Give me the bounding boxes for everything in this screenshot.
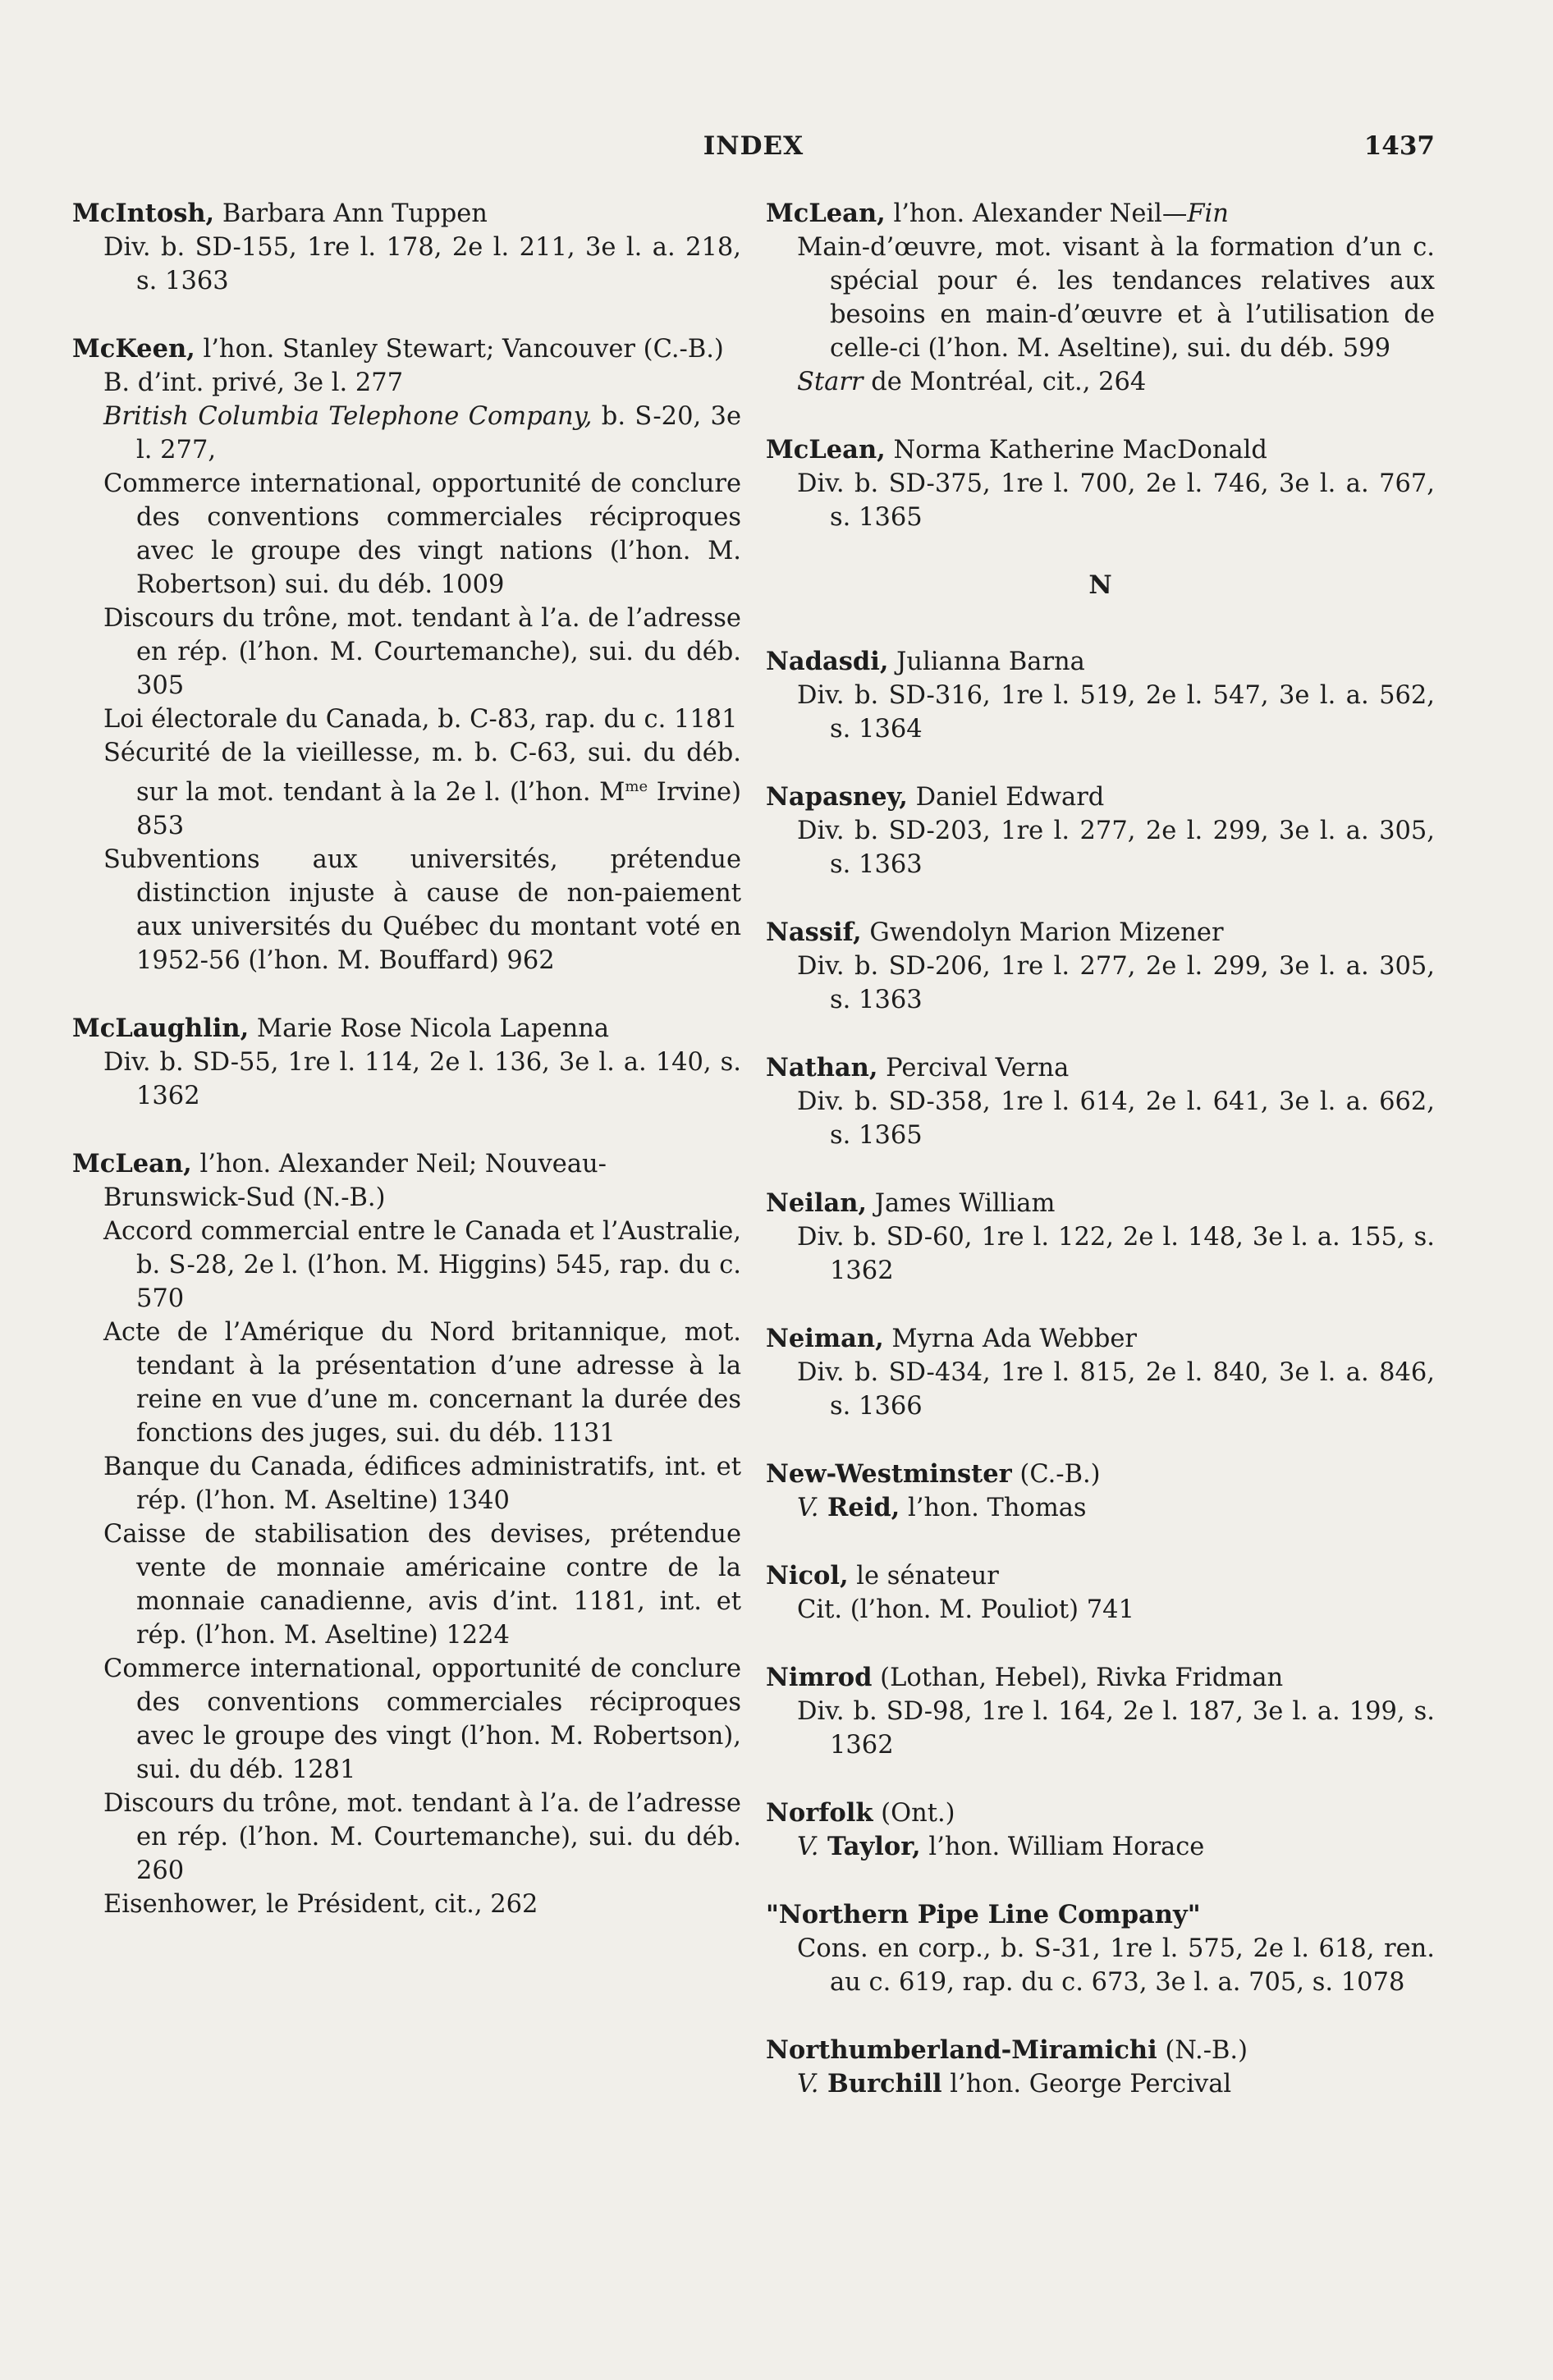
- entry-heading: [766, 2034, 1435, 2067]
- subitem-text: Sécurité de la vieillesse, m. b. C-63, sui. du déb. sur la mot. tendant à la 2e l. (l’hon. M: [103, 739, 741, 808]
- see-marker: V.: [797, 2070, 819, 2099]
- entry-subitem: Div. b. SD-375, 1re l. 700, 2e l. 746, 3e l. a. 767, s. 1365: [797, 469, 1435, 532]
- entry-name: Nassif,: [766, 918, 862, 947]
- index-entry: [766, 1187, 1435, 1288]
- entry-subitem: [72, 400, 741, 467]
- entry-subitem: [72, 736, 741, 843]
- index-entry: [766, 197, 1435, 399]
- entry-heading: [766, 1661, 1435, 1695]
- entry-heading: [766, 916, 1435, 950]
- subitem-text: Irvine) 853: [136, 778, 741, 841]
- entry-subitem: Acte de l’Amérique du Nord britannique, mot. tendant à la présentation d’une adresse à la reine en vue d’une m. concernant la durée des fonctions des juges, sui. du déb. 1131: [103, 1318, 741, 1449]
- left-column: [72, 197, 741, 1956]
- entry-detail: (Ont.): [873, 1799, 955, 1828]
- entry-detail: Daniel Edward: [907, 783, 1105, 812]
- entry-detail: le sénateur: [848, 1562, 999, 1590]
- entry-name: New-Westminster: [766, 1459, 1012, 1489]
- entry-detail: Julianna Barna: [888, 648, 1085, 676]
- entry-subitem: Discours du trône, mot. tendant à l’a. de l’adresse en rép. (l’hon. M. Courtemanche), sui. du déb. 260: [103, 1789, 741, 1886]
- see-detail: l’hon. William Horace: [920, 1833, 1205, 1861]
- entry-subitem: Div. b. SD-55, 1re l. 114, 2e l. 136, 3e l. a. 140, s. 1362: [103, 1048, 741, 1111]
- see-name: Reid,: [818, 1493, 900, 1522]
- entry-detail: Percival Verna: [877, 1054, 1070, 1082]
- index-entry: [766, 2034, 1435, 2101]
- entry-detail: James William: [867, 1189, 1056, 1218]
- index-entry: [766, 916, 1435, 1017]
- entry-heading: [72, 332, 741, 366]
- entry-heading: [766, 1796, 1435, 1830]
- entry-detail: l’hon. Alexander Neil; Nouveau-Brunswick-Sud (N.-B.): [103, 1150, 607, 1213]
- page-title: INDEX: [703, 131, 804, 161]
- see-reference: [766, 2067, 1435, 2101]
- entry-heading: [766, 1322, 1435, 1356]
- entry-detail: Marie Rose Nicola Lapenna: [249, 1014, 610, 1044]
- italic-title: British Columbia Telephone Company,: [103, 402, 593, 431]
- entry-name: Nicol,: [766, 1561, 849, 1590]
- entry-heading: [766, 1898, 1435, 1932]
- entry-name: McIntosh,: [72, 199, 215, 228]
- see-name: Taylor,: [818, 1832, 921, 1861]
- entry-detail: l’hon. Alexander Neil—: [885, 199, 1188, 228]
- entry-name: McLean,: [72, 1149, 192, 1179]
- entry-heading: [766, 197, 1435, 231]
- see-detail: l’hon. Thomas: [900, 1494, 1087, 1522]
- index-entry: [766, 1898, 1435, 1999]
- entry-subitem: Main-d’œuvre, mot. visant à la formation d’un c. spécial pour é. les tendances relatives aux besoins en main-d’œuvre et à l’utilisation de celle-ci (l’hon. M. Aseltine), sui. du déb. 599: [797, 233, 1435, 363]
- entry-subitem: Caisse de stabilisation des devises, prétendue vente de monnaie américaine contre de la monnaie canadienne, avis d’int. 1181, int. et rép. (l’hon. M. Aseltine) 1224: [103, 1520, 741, 1650]
- entry-subitem: Div. b. SD-316, 1re l. 519, 2e l. 547, 3e l. a. 562, s. 1364: [797, 681, 1435, 744]
- index-entry: [766, 1661, 1435, 1762]
- entry-continued: Fin: [1187, 199, 1229, 228]
- entry-detail: (Lothan, Hebel), Rivka Fridman: [872, 1664, 1284, 1692]
- entry-subitem: Div. b. SD-98, 1re l. 164, 2e l. 187, 3e l. a. 199, s. 1362: [797, 1697, 1435, 1760]
- index-entry: [72, 332, 741, 977]
- entry-heading: [766, 1458, 1435, 1491]
- entry-name: Nathan,: [766, 1053, 878, 1082]
- subitem-detail: b. S-20, 3e l. 277,: [136, 402, 741, 465]
- entry-subitem: Div. b. SD-203, 1re l. 277, 2e l. 299, 3e l. a. 305, s. 1363: [797, 817, 1435, 879]
- entry-name: McLaughlin,: [72, 1014, 250, 1044]
- section-letter: N: [1088, 570, 1112, 600]
- entry-heading: [766, 1187, 1435, 1220]
- entry-name: Northumberland-Miramichi: [766, 2035, 1157, 2065]
- right-column: [766, 197, 1435, 2135]
- entry-subitem: Div. b. SD-60, 1re l. 122, 2e l. 148, 3e l. a. 155, s. 1362: [797, 1223, 1435, 1285]
- entry-name: Napasney,: [766, 782, 908, 812]
- index-entry: [766, 1051, 1435, 1152]
- see-name: Burchill: [818, 2069, 942, 2099]
- index-entry: [72, 1147, 741, 1921]
- entry-name: Nadasdi,: [766, 647, 889, 676]
- index-entry: [766, 1796, 1435, 1864]
- entry-heading: [72, 1012, 741, 1046]
- see-marker: V.: [797, 1494, 819, 1522]
- entry-subitem: Div. b. SD-206, 1re l. 277, 2e l. 299, 3e l. a. 305, s. 1363: [797, 952, 1435, 1014]
- entry-detail: l’hon. Stanley Stewart; Vancouver (C.-B.): [195, 335, 724, 364]
- entry-subitem: Cit. (l’hon. M. Pouliot) 741: [797, 1595, 1134, 1624]
- entry-subitem: Commerce international, opportunité de conclure des conventions commerciales réciproques avec le groupe des vingt (l’hon. M. Robertson), sui. du déb. 1281: [103, 1655, 741, 1785]
- entry-detail: Myrna Ada Webber: [883, 1325, 1137, 1353]
- see-reference: [766, 1830, 1435, 1864]
- entry-subitem: Div. b. SD-155, 1re l. 178, 2e l. 211, 3e l. a. 218, s. 1363: [103, 233, 741, 295]
- see-reference: [766, 1491, 1435, 1525]
- entry-subitem: Subventions aux universités, prétendue distinction injuste à cause de non-paiement aux universités du Québec du montant voté en 1952-56 (l’hon. M. Bouffard) 962: [103, 845, 741, 976]
- index-entry: [766, 645, 1435, 746]
- entry-name: McLean,: [766, 435, 886, 465]
- entry-subitem: Banque du Canada, édifices administratifs, int. et rép. (l’hon. M. Aseltine) 1340: [103, 1453, 741, 1516]
- index-entry: [766, 1322, 1435, 1423]
- entry-subitem: [766, 365, 1435, 399]
- entry-heading: [766, 780, 1435, 814]
- entry-subitem: Cons. en corp., b. S-31, 1re l. 575, 2e l. 618, ren. au c. 619, rap. du c. 673, 3e l. a. 705, s. 1078: [797, 1934, 1435, 1997]
- index-entry: [72, 197, 741, 298]
- entry-subitem: B. d’int. privé, 3e l. 277: [103, 368, 404, 397]
- entry-name: Nimrod: [766, 1663, 873, 1692]
- entry-name: McKeen,: [72, 334, 195, 364]
- entry-subitem: Div. b. SD-434, 1re l. 815, 2e l. 840, 3e l. a. 846, s. 1366: [797, 1358, 1435, 1421]
- entry-heading: [766, 1559, 1435, 1593]
- index-entry: [766, 1458, 1435, 1525]
- entry-name: McLean,: [766, 199, 886, 228]
- page-number: 1437: [1363, 131, 1435, 161]
- entry-name: Neiman,: [766, 1324, 884, 1353]
- entry-heading: [766, 433, 1435, 467]
- entry-subitem: Eisenhower, le Président, cit., 262: [103, 1890, 538, 1920]
- entry-heading: [766, 645, 1435, 679]
- entry-detail: Barbara Ann Tuppen: [214, 199, 488, 228]
- see-marker: V.: [797, 1833, 819, 1861]
- entry-subitem: Commerce international, opportunité de conclure des conventions commerciales réciproques avec le groupe des vingt nations (l’hon. M. Robertson) sui. du déb. 1009: [103, 469, 741, 599]
- index-entry: [72, 1012, 741, 1113]
- entry-subitem: Loi électorale du Canada, b. C-83, rap. du c. 1181: [103, 705, 738, 734]
- subitem-detail: de Montréal, cit., 264: [863, 368, 1147, 396]
- index-entry: [766, 1559, 1435, 1627]
- index-entry: [766, 780, 1435, 881]
- entry-detail: (C.-B.): [1011, 1460, 1101, 1489]
- entry-subitem: Div. b. SD-358, 1re l. 614, 2e l. 641, 3e l. a. 662, s. 1365: [797, 1087, 1435, 1150]
- entry-name: Norfolk: [766, 1798, 873, 1828]
- entry-heading: [766, 1051, 1435, 1085]
- see-detail: l’hon. George Percival: [941, 2070, 1232, 2099]
- italic-title: Starr: [797, 368, 864, 396]
- entry-heading: [72, 1147, 741, 1215]
- entry-name: Neilan,: [766, 1188, 868, 1218]
- entry-detail: Norma Katherine MacDonald: [885, 436, 1267, 465]
- entry-heading: [72, 197, 741, 231]
- entry-detail: (N.-B.): [1157, 2036, 1248, 2065]
- superscript: me: [625, 778, 648, 795]
- entry-detail: Gwendolyn Marion Mizener: [861, 918, 1224, 947]
- running-header: [72, 131, 1435, 167]
- index-entry: [766, 433, 1435, 534]
- entry-name: "Northern Pipe Line Company": [766, 1900, 1201, 1929]
- entry-subitem: Accord commercial entre le Canada et l’Australie, b. S-28, 2e l. (l’hon. M. Higgins) 545, rap. du c. 570: [103, 1217, 741, 1314]
- entry-subitem: Discours du trône, mot. tendant à l’a. de l’adresse en rép. (l’hon. M. Courtemanche), sui. du déb. 305: [103, 604, 741, 700]
